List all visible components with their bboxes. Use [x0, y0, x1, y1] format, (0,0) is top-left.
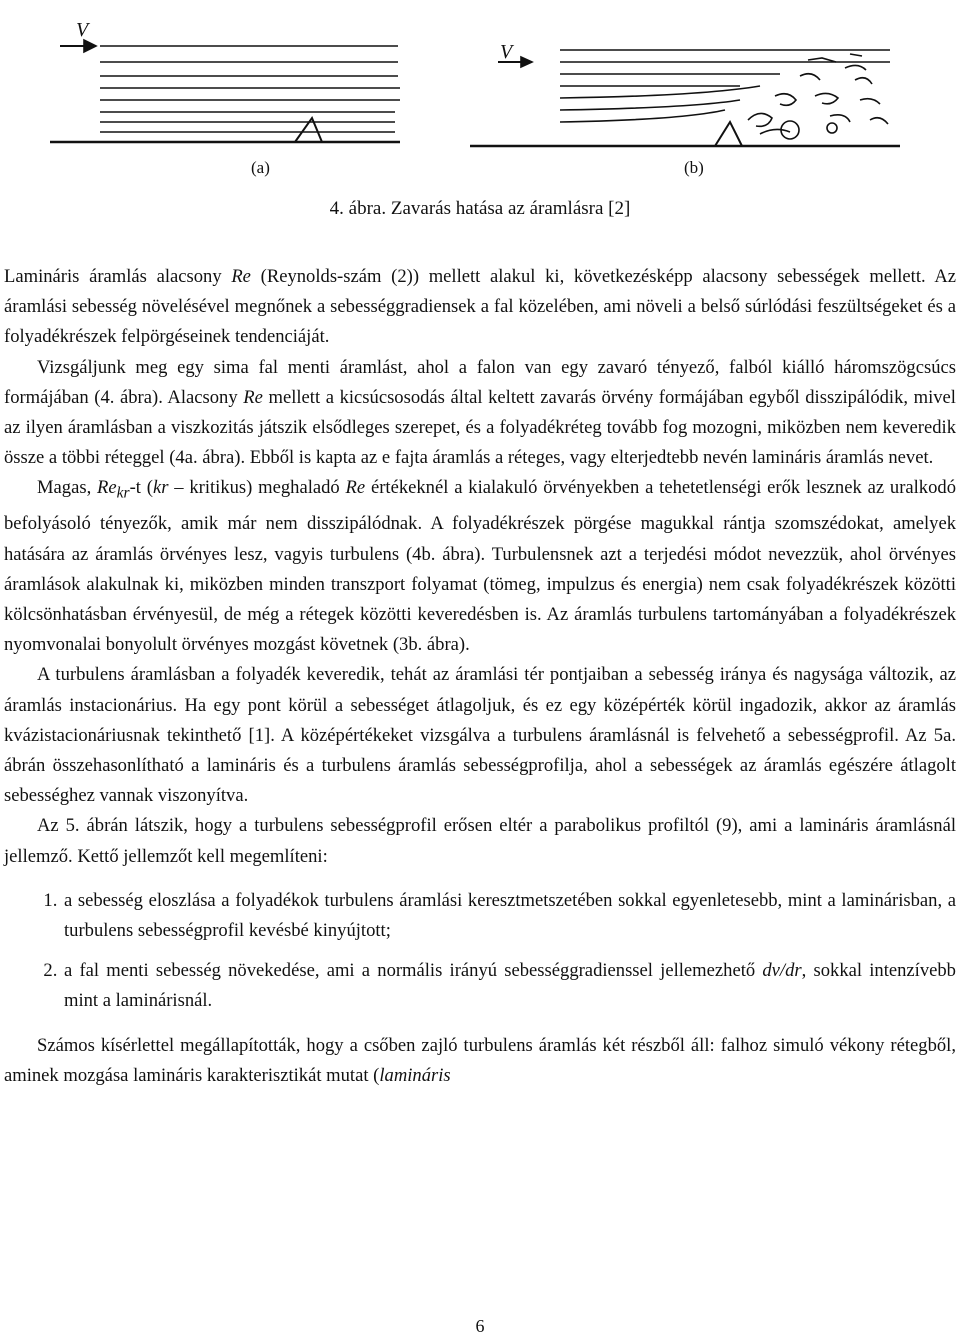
paragraph: A turbulens áramlásban a folyadék keveredik, tehát az áramlási tér pontjaiban a sebesség iránya és nagysága változik, az áramlás instacionárius. Ha egy pont körül a sebességet átlagoljuk, és ez egy középérték körül ingadozik, akkor az áramlás kvázistacionáriusnak tekinthető [1]. A középértékeket vizsgálva a turbulens áramlásnál is felvehető a sebességprofil. Az 5a. ábrán összehasonlítható a lamináris és a turbulens áramlás sebességprofilja, ahol a sebességek az áramlás egészére átlagolt sebességhez vannak viszonyítva.: [4, 664, 956, 807]
paragraph: Az 5. ábrán látszik, hogy a turbulens sebességprofil erősen eltér a parabolikus profiltól (9), ami a lamináris áramlásnál jellemző. Kettő jellemzőt kell megemlíteni:: [4, 815, 956, 867]
paragraph: Lamináris áramlás alacsony Re (Reynolds-szám (2)) mellett alakul ki, következésképp alacsony sebességek mellett. Az áramlási sebesség növelésével megnőnek a sebességgradiensek a fal közelében, ami növeli a belső súrlódási feszültségeket és a folyadékrészek felpörgéseinek tendenciáját.: [4, 266, 957, 348]
paragraph: Magas, $Re_{kr}-t$ (kr – kritikus) meghaladó Re értékeknél a kialakuló örvényekben a tehetetlenségi erők lesznek az uralkodó befolyásoló tényezők, amik már nem disszipálódnak. A folyadékrészek pörgése magukkal rántja szomszédokat, amelyek hatására az áramlás örvényes lesz, vagyis turbulens (4b. ábra). Turbulensnek azt a terjedési módot nevezzük, ahol örvényes áramlások alakulnak ki, miközben minden transzport folyamat (tömeg, impulzus és energia) nem csak folyadékrészek közötti kölcsönhatásban érvényesül, de még a rétegek közötti keveredésben is. Az áramlás turbulens tartományában a folyadékrészek nyomvonalai bonyolult örvényes mozgást követnek (3b. ábra).: [4, 477, 956, 656]
figure-caption: 4. ábra. Zavarás hatása az áramlásra [2]: [329, 198, 631, 219]
paragraph: Vizsgáljunk meg egy sima fal menti áramlást, ahol a falon van egy zavaró tényező, falból kiálló háromszögcsúcs formájában (4. ábra). Alacsony Re mellett a kicsúcsosodás által keltett zavarás örvény formájában egyből disszipálódik, mivel az ilyen áramlásban a viszkozitás játszik elsődleges szerepet, és a folyadékréteg tovább fog mozogni, miközben nem keveredik össze a többi réteggel (4a. ábra). Ebből is kapta az e fajta áramlás a réteges, vagy elterjedtebb nevén lamináris áramlás nevet.: [4, 356, 956, 469]
body-text: [4, 262, 956, 1091]
velocity-label-b: V: [500, 41, 513, 63]
subfigure-label-a: (a): [251, 158, 270, 177]
panel-a-laminar: [50, 40, 400, 142]
list-item: 1. a sebesség eloszlása a folyadékok turbulens áramlási keresztmetszetében sokkal egyenletesebb, mint a laminárisban, a turbulens sebességprofil kevésbé kinyújtott;: [62, 886, 956, 946]
page-number: 6: [475, 1316, 485, 1336]
velocity-label-a: V: [76, 19, 89, 41]
paragraph: Számos kísérlettel megállapították, hogy a csőben zajló turbulens áramlás két részből áll: falhoz simuló vékony rétegből, aminek mozgása lamináris karakterisztikát mutat (lamináris: [4, 1034, 956, 1086]
numbered-list: [4, 886, 956, 1017]
figure-flow-disturbance: [0, 0, 960, 160]
panel-b-turbulent: [470, 50, 900, 146]
list-item: 2. a fal menti sebesség növekedése, ami a normális irányú sebességgradienssel jellemezhető dv/dr, sokkal intenzívebb mint a laminárisnál.: [62, 956, 956, 1016]
subfigure-label-b: (b): [684, 158, 704, 177]
